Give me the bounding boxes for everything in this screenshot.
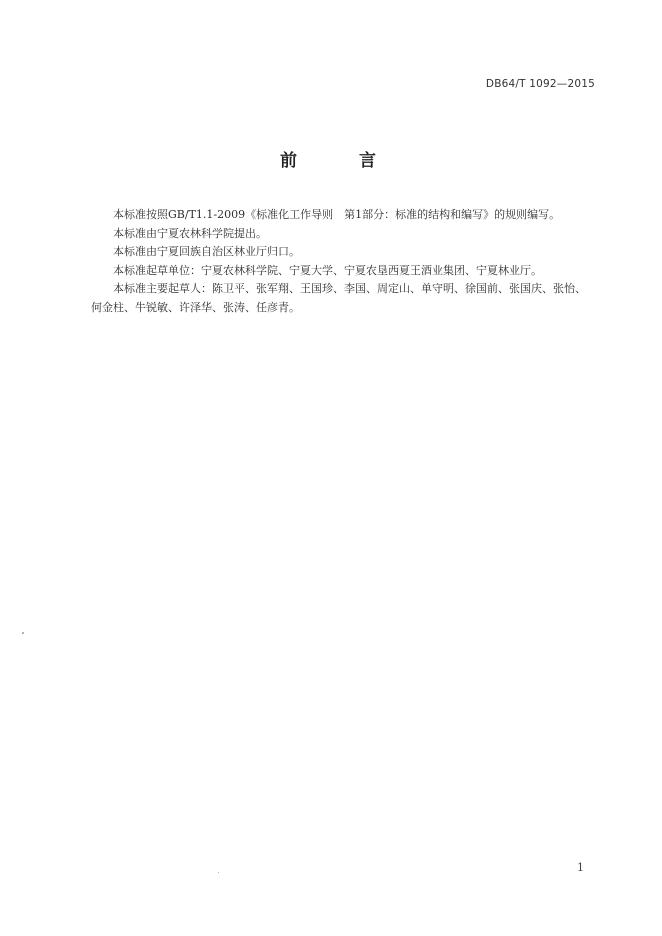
paragraph-drafters xyxy=(91,280,611,317)
paragraph-proposer: 本标准由宁夏农林科学院提出。 xyxy=(113,226,267,240)
paragraph-drafting-rules: 本标准按照GB/T1.1-2009《标准化工作导则 第1部分：标准的结构和编写》的规则编写。 xyxy=(113,208,561,221)
page-title: 前 言 xyxy=(280,151,404,171)
page-number: 1 xyxy=(577,861,584,874)
scan-speck xyxy=(218,872,219,873)
scan-speck xyxy=(22,632,24,634)
paragraph-administrator: 本标准由宁夏回族自治区林业厅归口。 xyxy=(113,245,300,259)
paragraph-drafting-units: 本标准起草单位：宁夏农林科学院、宁夏大学、宁夏农垦西夏王酒业集团、宁夏林业厅。 xyxy=(113,263,542,277)
drafters-line-1: 本标准主要起草人：陈卫平、张军翔、王国珍、李国、周定山、单守明、徐国前、张国庆、张怡、 xyxy=(113,282,586,296)
standard-code: DB64/T 1092—2015 xyxy=(485,78,595,90)
foreword-body xyxy=(91,206,611,318)
drafters-line-2: 何金柱、牛锐敏、许泽华、张涛、任彦青。 xyxy=(91,300,300,314)
